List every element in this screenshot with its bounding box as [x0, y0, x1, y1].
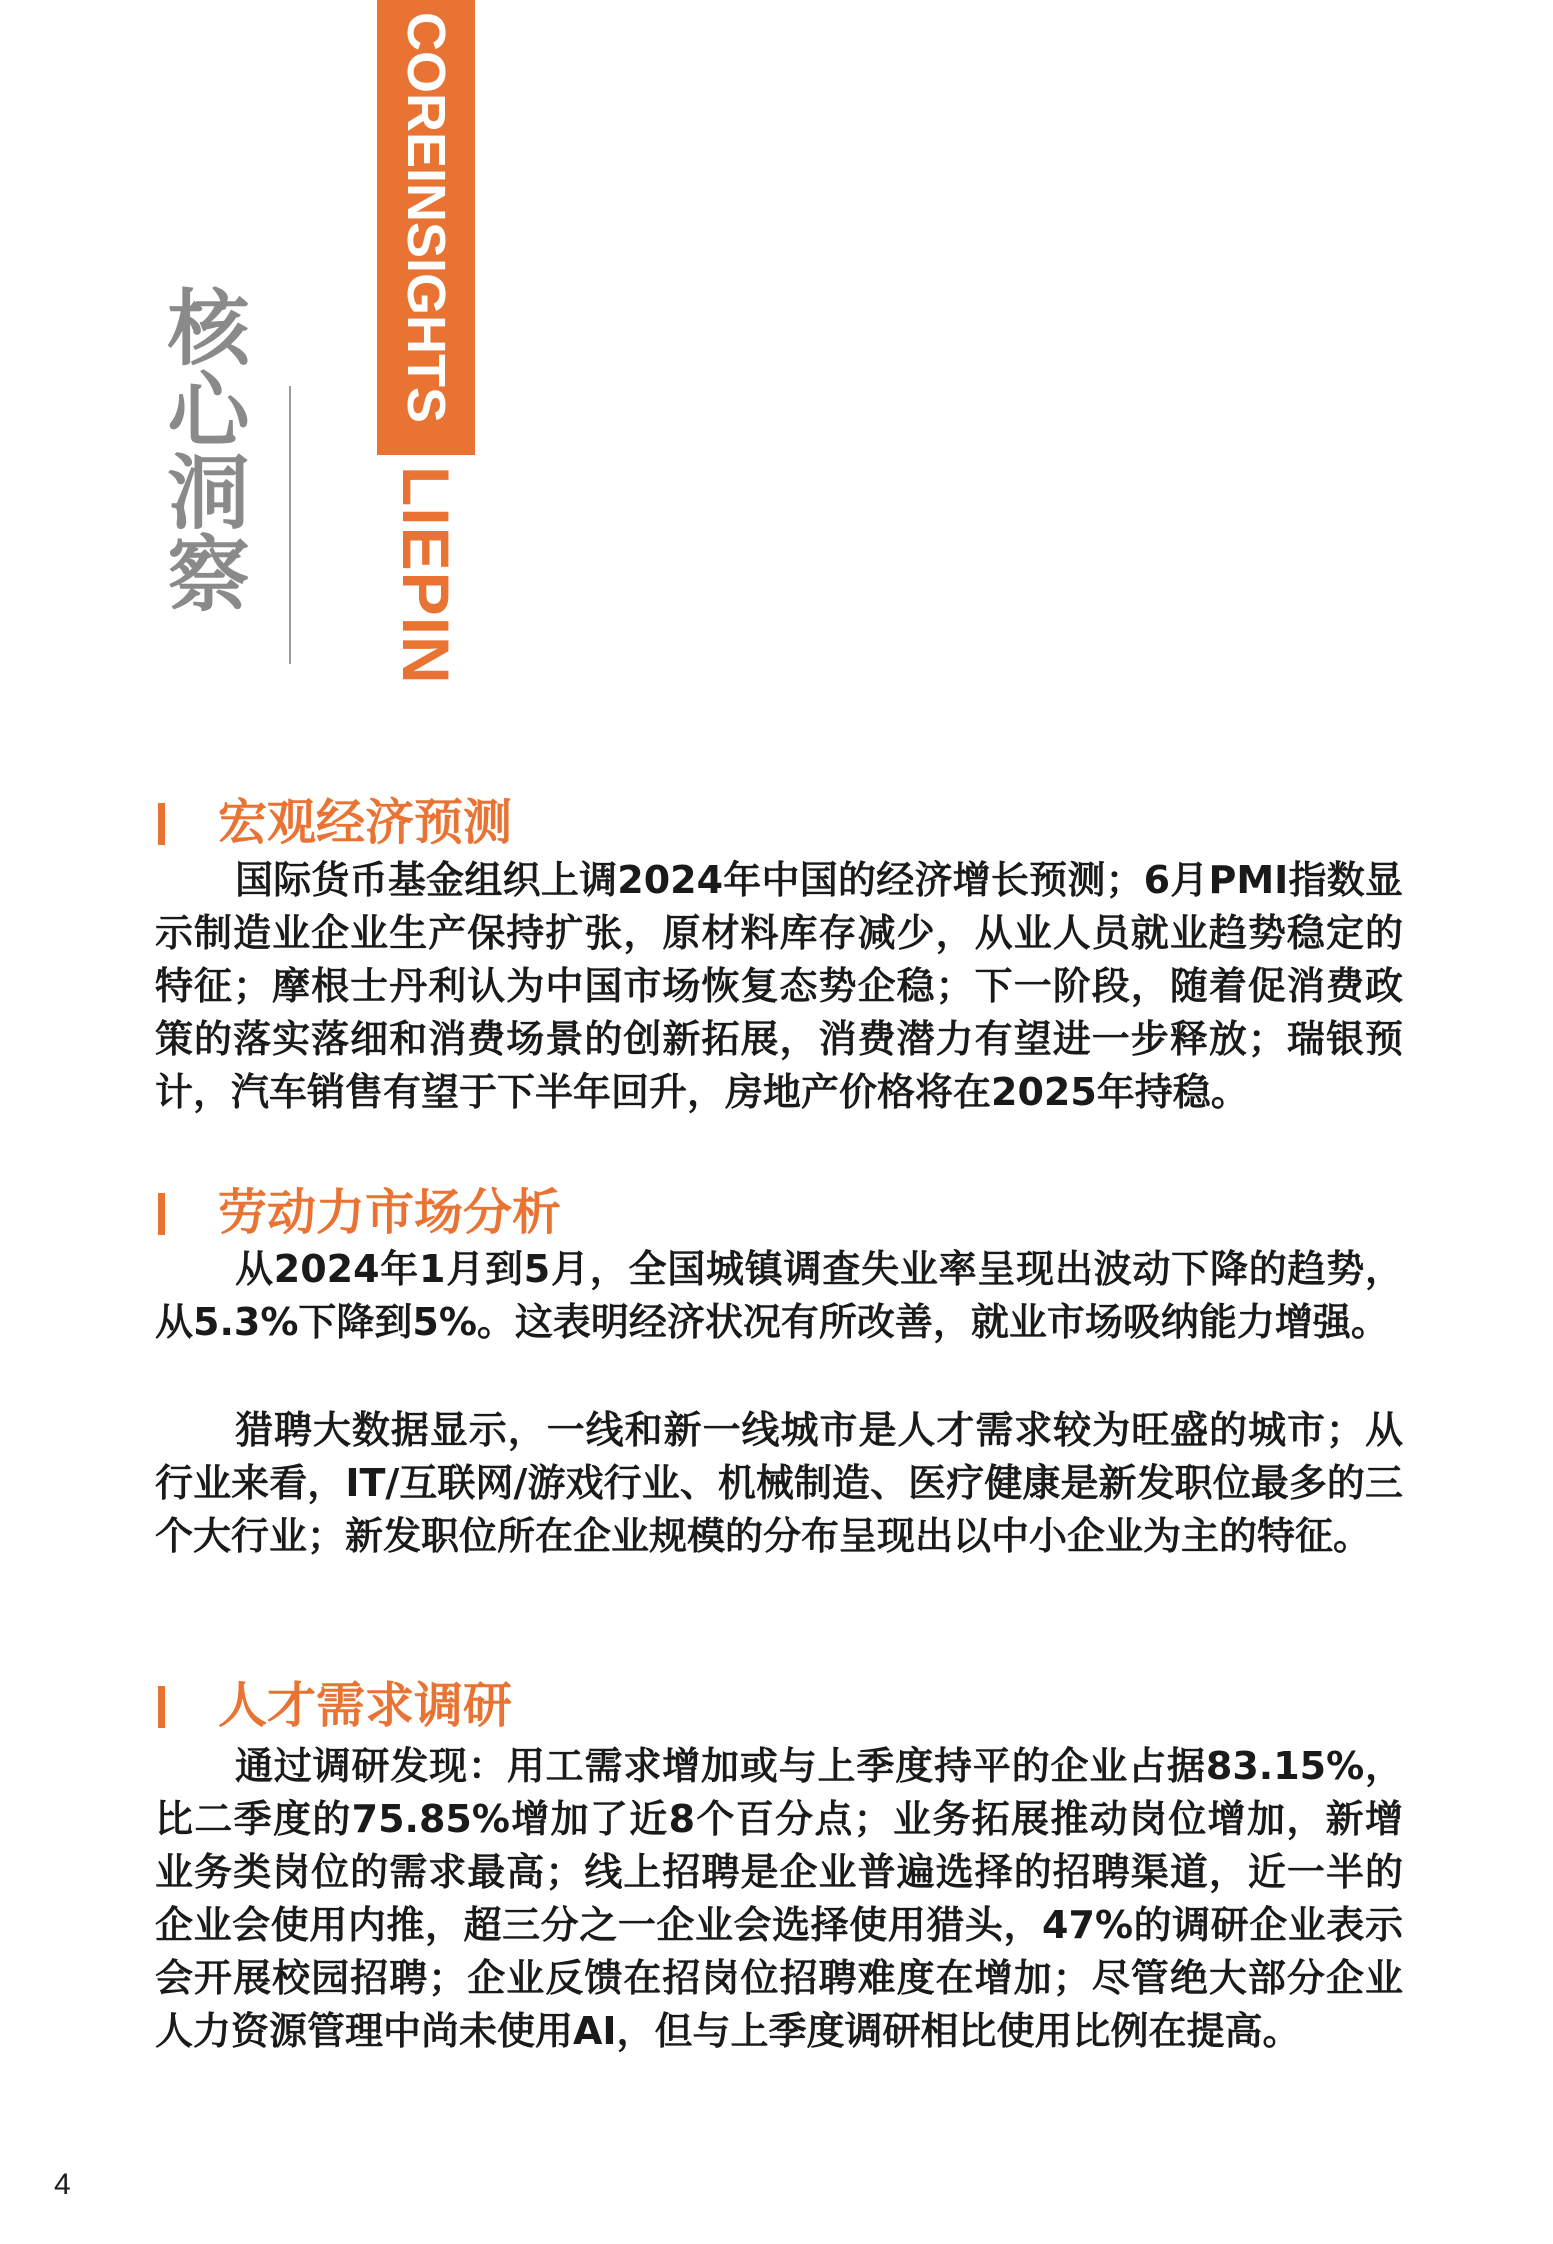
brand-name: LIEPIN — [389, 466, 463, 685]
section-title: 劳动力市场分析 — [218, 1184, 562, 1241]
page-title: 核心洞察 — [154, 285, 249, 613]
section-header-labor — [0, 1183, 1553, 1243]
section-header-macro — [0, 793, 1553, 853]
paragraph: 国际货币基金组织上调2024年中国的经济增长预测；6月PMI指数显示制造业企业生产保持扩张，原材料库存减少，从业人员就业趋势稳定的特征；摩根士丹利认为中国市场恢复态势企稳；下一阶段，随着促消费政策的落实落细和消费场景的创新拓展，消费潜力有望进一步释放；瑞银预计，汽车销售有望于下半年回升，房地产价格将在2025年持稳。 — [155, 858, 1403, 1114]
section-title: 宏观经济预测 — [218, 794, 513, 851]
section-title: 人才需求调研 — [218, 1677, 513, 1734]
title-divider — [289, 386, 291, 664]
brand-box-text: COREINSIGHTS — [396, 12, 456, 424]
brand-box — [377, 0, 475, 455]
paragraph: 猎聘大数据显示，一线和新一线城市是人才需求较为旺盛的城市；从行业来看，IT/互联网/游戏行业、机械制造、医疗健康是新发职位最多的三个大行业；新发职位所在企业规模的分布呈现出以中小企业为主的特征。 — [155, 1408, 1403, 1558]
section-bar — [158, 1193, 165, 1235]
section-bar — [158, 1686, 165, 1728]
paragraph: 通过调研发现：用工需求增加或与上季度持平的企业占据83.15%，比二季度的75.85%增加了近8个百分点；业务拓展推动岗位增加，新增业务类岗位的需求最高；线上招聘是企业普遍选择的招聘渠道，近一半的企业会使用内推，超三分之一企业会选择使用猎头，47%的调研企业表示会开展校园招聘；企业反馈在招岗位招聘难度在增加；尽管绝大部分企业人力资源管理中尚未使用AI，但与上季度调研相比使用比例在提高。 — [155, 1744, 1403, 2053]
page-number: 4 — [54, 2168, 71, 2201]
paragraph: 从2024年1月到5月，全国城镇调查失业率呈现出波动下降的趋势，从5.3%下降到5%。这表明经济状况有所改善，就业市场吸纳能力增强。 — [155, 1247, 1403, 1344]
section-header-talent — [0, 1676, 1553, 1736]
section-bar — [158, 803, 165, 845]
